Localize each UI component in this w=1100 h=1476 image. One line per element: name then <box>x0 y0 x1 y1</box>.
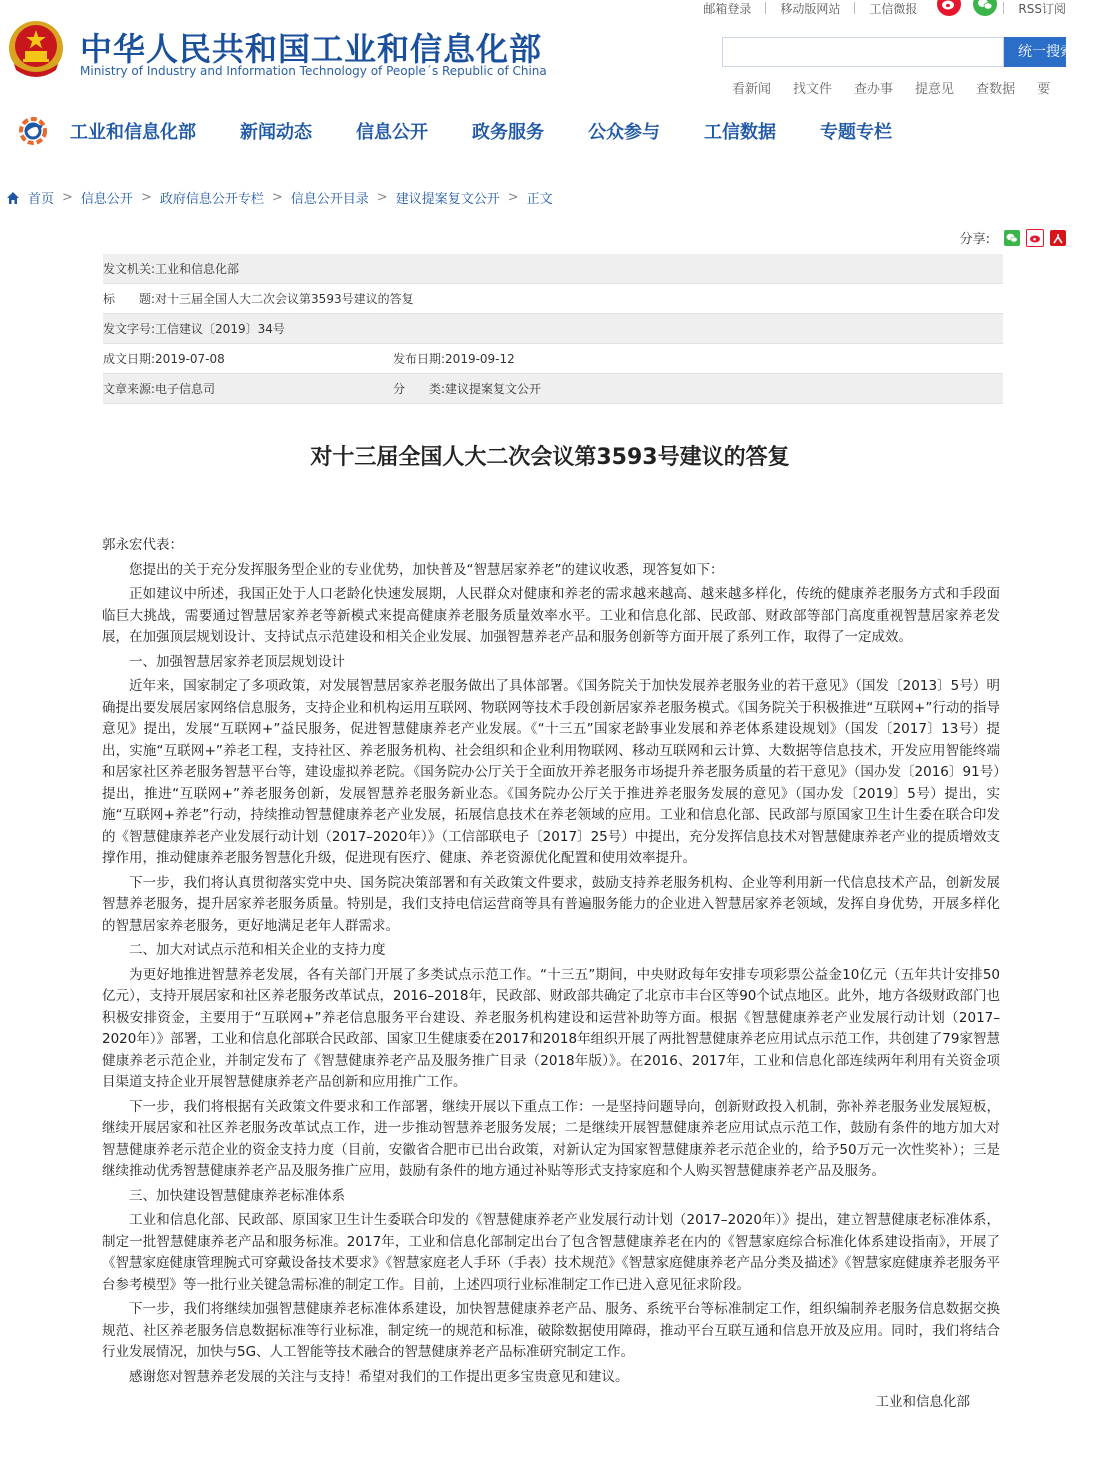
nav-item-info-disclosure[interactable]: 信息公开 <box>356 122 428 143</box>
article-greeting: 郭永宏代表： <box>102 537 183 553</box>
section-heading: 二、加大对试点示范和相关企业的支持力度 <box>129 942 386 958</box>
article-paragraph: 感谢您对智慧养老发展的关注与支持！希望对我们的工作提出更多宝贵意见和建议。 <box>129 1368 629 1385</box>
nav-item-gov-services[interactable]: 政务服务 <box>472 122 544 143</box>
meta-category-value: 建议提案复文公开 <box>445 382 542 396</box>
article-paragraph: 为更好地推进智慧养老发展，各有关部门开展了多类试点示范工作。“十三五”期间，中央财政每年安排专项彩票公益金10亿元（五年共计安排50亿元），支持开展居家和社区养老服务改革试点，2016–2018年，民政部、财政部共确定了北京市丰台区等90个试点地区。此外，地方各级财政部门也积极安排资金，主要用于“互联网+”养老信息服务平台建设、养老服务机构建设和运营补助等方面。根据《智慧健康养老产业发展行动计划（2017–2020年）》部署，工业和信息化部联合民政部、国家卫生健康委在2017和2018年组织开展了两批智慧健康养老应用试点示范工作，共创建了79家智慧健康养老示范企业，并制定发布了《智慧健康养老产品及服务推广目录（2018年版）》。在2016、2017年，工业和信息化部连续两年利用有关资金项目渠道支持企业开展智慧健康养老产品创新和应用推广工作。 <box>102 966 1000 1090</box>
meta-row-docno <box>103 314 1003 344</box>
quick-link-more[interactable]: 要 <box>1037 82 1051 97</box>
site-title[interactable]: 中华人民共和国工业和信息化部 <box>80 30 543 68</box>
nav-item-public-participation[interactable]: 公众参与 <box>588 122 660 143</box>
share-weibo-icon[interactable] <box>1026 229 1044 247</box>
breadcrumb-gov-info-column[interactable]: 政府信息公开专栏 <box>159 192 264 207</box>
breadcrumb <box>6 188 553 207</box>
article-title: 对十三届全国人大二次会议第3593号建议的答复 <box>310 445 790 470</box>
quick-link-files[interactable]: 找文件 <box>793 82 833 97</box>
meta-row-title <box>103 284 1003 314</box>
article-body <box>102 535 1000 1417</box>
meta-docno-label: 发文字号: <box>103 322 156 336</box>
chevron-right-icon: > <box>140 190 152 205</box>
share-people-icon[interactable] <box>1050 230 1066 246</box>
article-paragraph: 正如建议中所述，我国正处于人口老龄化快速发展期，人民群众对健康和养老的需求越来越高、越来越多样化，传统的健康养老服务方式和手段面临巨大挑战，需要通过智慧居家养老等新模式来提高健康养老服务质量效率水平。工业和信息化部、民政部、财政部等部门高度重视智慧居家养老发展，在加强顶层规划设计、支持试点示范建设和相关企业发展、加强智慧养老产品和服务创新等方面开展了系列工作，取得了一定成效。 <box>102 586 1000 645</box>
breadcrumb-proposal-replies[interactable]: 建议提案复文公开 <box>395 192 500 207</box>
quick-link-feedback[interactable]: 提意见 <box>915 82 955 97</box>
site-subtitle: Ministry of Industry and Information Technology of People´s Republic of China <box>80 64 547 78</box>
nav-item-miit[interactable]: 工业和信息化部 <box>70 122 196 143</box>
breadcrumb-current: 正文 <box>526 192 553 207</box>
chevron-right-icon: > <box>271 190 283 205</box>
meta-source-cell <box>103 380 393 397</box>
section-heading: 三、加快建设智慧健康养老标准体系 <box>129 1187 345 1204</box>
meta-issuer-label: 发文机关: <box>103 262 156 276</box>
article-paragraph: 工业和信息化部、民政部、原国家卫生计生委联合印发的《智慧健康养老产业发展行动计划（2017–2020年）》提出，建立智慧健康老标准体系，制定一批智慧健康养老产品和服务标准。2017年，工业和信息化部制定出台了包含智慧健康养老在内的《智慧家庭综合标准化体系建设指南》，开展了《智慧家庭健康管理腕式可穿戴设备技术要求》《智慧家庭老人手环（手表）技术规范》《智慧家庭健康养老产品分类及描述》《智慧家庭健康养老服务平台参考模型》等一批行业关键急需标准的制定工作。目前，上述四项行业标准制定工作已进入意见征求阶段。 <box>102 1212 1000 1293</box>
meta-title-label: 标 题: <box>103 292 156 306</box>
meta-category-label: 分 类: <box>393 382 446 396</box>
nav-item-data[interactable]: 工信数据 <box>704 122 776 143</box>
article-paragraph: 您提出的关于充分发挥服务型企业的专业优势，加快普及“智慧居家养老”的建议收悉，现答复如下： <box>129 561 724 578</box>
rss-link[interactable]: RSS订阅 <box>1018 1 1066 16</box>
meta-source-label: 文章来源: <box>103 382 156 396</box>
national-emblem-icon <box>6 18 66 82</box>
meta-title-value: 对十三届全国人大二次会议第3593号建议的答复 <box>155 292 414 306</box>
article-paragraph: 下一步，我们将认真贯彻落实党中央、国务院决策部署和有关政策文件要求，鼓励支持养老服务机构、企业等利用新一代信息技术产品，创新发展智慧养老服务，提升居家养老服务质量。特别是，我们支持电信运营商等具有普遍服务能力的企业进入智慧居家养老领域，发挥自身优势，开展多样化的智慧居家养老服务，更好地满足老年人群需求。 <box>102 874 1000 934</box>
share-bar <box>960 228 1066 247</box>
meta-row-issuer <box>103 254 1003 284</box>
breadcrumb-info-catalog[interactable]: 信息公开目录 <box>290 192 369 207</box>
top-bar <box>0 0 1066 20</box>
nav-item-news[interactable]: 新闻动态 <box>240 122 312 143</box>
main-nav <box>0 108 1066 154</box>
document-meta-table <box>103 254 1003 404</box>
nav-item-special-topics[interactable]: 专题专栏 <box>820 122 892 143</box>
share-wechat-icon[interactable] <box>1004 230 1020 246</box>
meta-created-cell <box>103 350 393 367</box>
mail-login-link[interactable]: 邮箱登录 <box>703 1 752 16</box>
section-heading: 一、加强智慧居家养老顶层规划设计 <box>129 653 345 670</box>
share-label: 分享: <box>959 232 990 247</box>
weibo-icon[interactable] <box>937 0 961 16</box>
chevron-right-icon: > <box>376 190 388 205</box>
article-paragraph: 下一步，我们将根据有关政策文件要求和工作部署，继续开展以下重点工作：一是坚持问题导向，创新财政投入机制，弥补养老服务业发展短板，继续开展居家和社区养老服务改革试点工作，进一步推动智慧养老服务发展；二是继续开展智慧健康养老应用试点示范工作，鼓励有条件的地方加大对智慧健康养老示范企业的资金支持力度（目前，安徽省合肥市已出台政策，对新认定为国家智慧健康养老示范企业的，给予50万元一次性奖补）；三是继续推动优秀智慧健康养老产品及服务推广应用，鼓励有条件的地方通过补贴等形式支持家庭和个人购买智慧健康养老产品及服务。 <box>102 1098 1000 1179</box>
quick-link-news[interactable]: 看新闻 <box>732 82 772 97</box>
weibo-link[interactable]: 工信微报 <box>869 1 918 16</box>
meta-category-cell <box>393 380 541 397</box>
article-paragraph: 下一步，我们将继续加强智慧健康养老标准体系建设，加快智慧健康养老产品、服务、系统平台等标准制定工作，组织编制养老服务信息数据交换规范、社区养老服务信息数据标准等行业标准，制定统一的规范和标准，破除数据使用障碍，推动平台互联互通和信息开放及应用。同时，我们将结合行业发展情况，加快与5G、人工智能等技术融合的智慧健康养老产品标准研究制定工作。 <box>102 1301 1000 1360</box>
search-button[interactable]: 统一搜索 <box>1004 37 1066 67</box>
quick-link-services[interactable]: 查办事 <box>854 82 894 97</box>
meta-created-value: 2019-07-08 <box>155 351 225 366</box>
mobile-site-link[interactable]: 移动版网站 <box>780 1 841 16</box>
home-icon[interactable] <box>6 191 20 205</box>
meta-published-cell <box>393 350 515 367</box>
meta-created-label: 成文日期: <box>103 352 156 366</box>
article-paragraph: 近年来，国家制定了多项政策，对发展智慧居家养老服务做出了具体部署。《国务院关于加快发展养老服务业的若干意见》（国发〔2013〕5号）明确提出要发展居家网络信息服务，支持企业和机构运用互联网、物联网等技术手段创新居家养老服务模式。《国务院关于积极推进“互联网+”行动的指导意见》提出，发展“互联网+”益民服务，促进智慧健康养老产业发展。《“十三五”国家老龄事业发展和养老体系建设规划》（国发〔2017〕13号）提出，实施“互联网+”养老工程，支持社区、养老服务机构、社会组织和企业利用物联网、移动互联网和云计算、大数据等信息技术，开发应用智能终端和居家社区养老服务智慧平台等，建设虚拟养老院。《国务院办公厅关于全面放开养老服务市场提升养老服务质量的若干意见》（国办发〔2016〕91号）提出，推进“互联网+”养老服务创新，发展智慧养老服务新业态。《国务院办公厅关于推进养老服务发展的意见》（国办发〔2019〕5号）提出，实施“互联网+养老”行动，持续推动智慧健康养老产业发展，拓展信息技术在养老领域的应用。工业和信息化部、民政部与原国家卫生计生委在联合印发的《智慧健康养老产业发展行动计划（2017–2020年）》（工信部联电子〔2017〕25号）中提出，充分发挥信息技术对智慧健康养老产业的提质增效支撑作用，推动健康养老服务智慧化升级，促进现有医疗、健康、养老资源优化配置和使用效率提升。 <box>102 678 1000 866</box>
search-input[interactable] <box>722 37 1004 67</box>
breadcrumb-info-disclosure[interactable]: 信息公开 <box>80 192 133 207</box>
meta-issuer-value: 工业和信息化部 <box>155 262 240 276</box>
quick-link-data[interactable]: 查数据 <box>976 82 1016 97</box>
ministry-logo-icon <box>16 114 50 148</box>
breadcrumb-home[interactable]: 首页 <box>28 192 55 207</box>
meta-published-value: 2019-09-12 <box>445 351 515 366</box>
meta-source-value: 电子信息司 <box>155 382 216 396</box>
meta-published-label: 发布日期: <box>393 352 446 366</box>
meta-row-dates <box>103 344 1003 374</box>
meta-docno-value: 工信建议〔2019〕34号 <box>155 322 285 336</box>
meta-row-source <box>103 374 1003 404</box>
article-signature: 工业和信息化部 <box>875 1394 970 1410</box>
chevron-right-icon: > <box>507 190 519 205</box>
top-links <box>689 0 1066 16</box>
chevron-right-icon: > <box>62 190 73 205</box>
wechat-icon[interactable] <box>973 0 997 16</box>
quick-links <box>732 78 1072 97</box>
